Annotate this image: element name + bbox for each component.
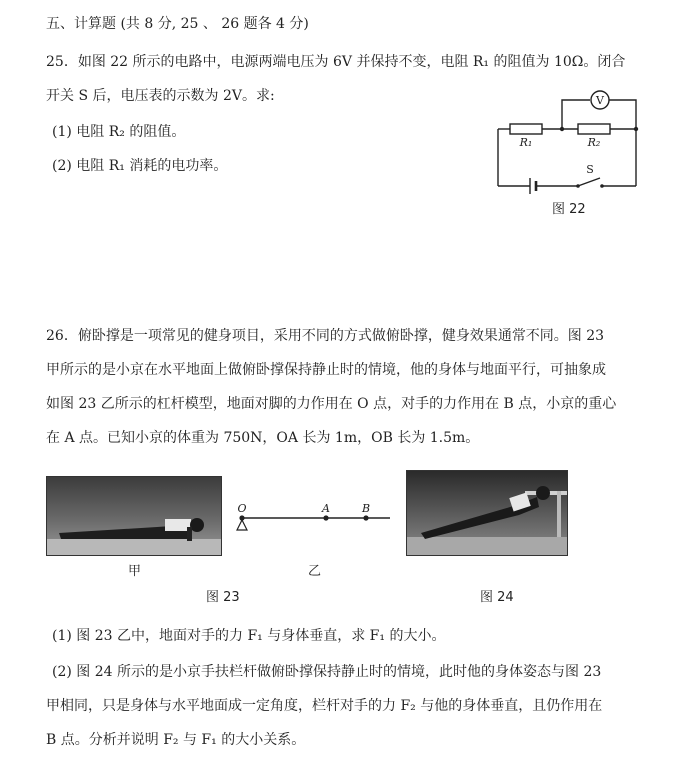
resistor-r2 [578,124,610,134]
q25-line-2: 开关 S 后，电压表的示数为 2V。求: [46,88,275,104]
pushup-floor-photo [46,476,222,556]
figure-23-caption: 图 23 [206,590,240,605]
q26-subquestion-1: (1) 图 23 乙中，地面对手的力 F₁ 与身体垂直，求 F₁ 的大小。 [52,628,446,644]
point-b-label: B [361,502,371,515]
circuit-diagram [490,86,650,216]
q26-line-1: 26．俯卧撑是一项常见的健身项目，采用不同的方式做俯卧撑，健身效果通常不同。图 23 [46,328,605,344]
q26-line-2: 甲所示的是小京在水平地面上做俯卧撑保持静止时的情境，他的身体与地面平行，可抽象成 [46,362,606,378]
figure-22-caption: 图 22 [552,202,586,217]
voltmeter-label: V [596,94,604,107]
switch-lever [578,178,600,186]
point-o-label: O [237,502,247,515]
q26-line-4: 在 A 点。已知小京的体重为 750N，OA 长为 1m，OB 长为 1.5m。 [46,430,480,446]
r2-label: R₂ [587,136,601,149]
switch-label: S [586,163,594,176]
figure-24-caption: 图 24 [480,590,514,605]
r1-label: R₁ [519,136,533,149]
q26-line-3: 如图 23 乙所示的杠杆模型，地面对脚的力作用在 O 点，对手的力作用在 B 点，小京的重心 [46,396,617,412]
q25-subquestion-1: (1) 电阻 R₂ 的阻值。 [52,124,186,140]
q25-line-1: 25．如图 22 所示的电路中，电源两端电压为 6V 并保持不变，电阻 R₁ 的阻值为 10Ω。闭合 [46,54,626,70]
point-a-label: A [322,502,330,515]
section-heading: 五、计算题 (共 8 分, 25 、 26 题各 4 分) [46,16,309,32]
q25-subquestion-2: (2) 电阻 R₁ 消耗的电功率。 [52,158,228,174]
q26-subquestion-2-line-2: 甲相同，只是身体与水平地面成一定角度，栏杆对手的力 F₂ 与他的身体垂直，且仍作用在 [46,698,603,714]
lever-model-diagram [232,500,398,540]
resistor-r1 [510,124,542,134]
label-jia: 甲 [128,564,142,579]
label-yi: 乙 [308,564,322,579]
q26-subquestion-2-line-1: (2) 图 24 所示的是小京手扶栏杆做俯卧撑保持静止时的情境，此时他的身体姿态与图 23 [52,664,602,680]
pivot-triangle [237,520,247,530]
q26-subquestion-2-line-3: B 点。分析并说明 F₂ 与 F₁ 的大小关系。 [46,732,306,748]
pushup-railing-photo [406,470,568,556]
